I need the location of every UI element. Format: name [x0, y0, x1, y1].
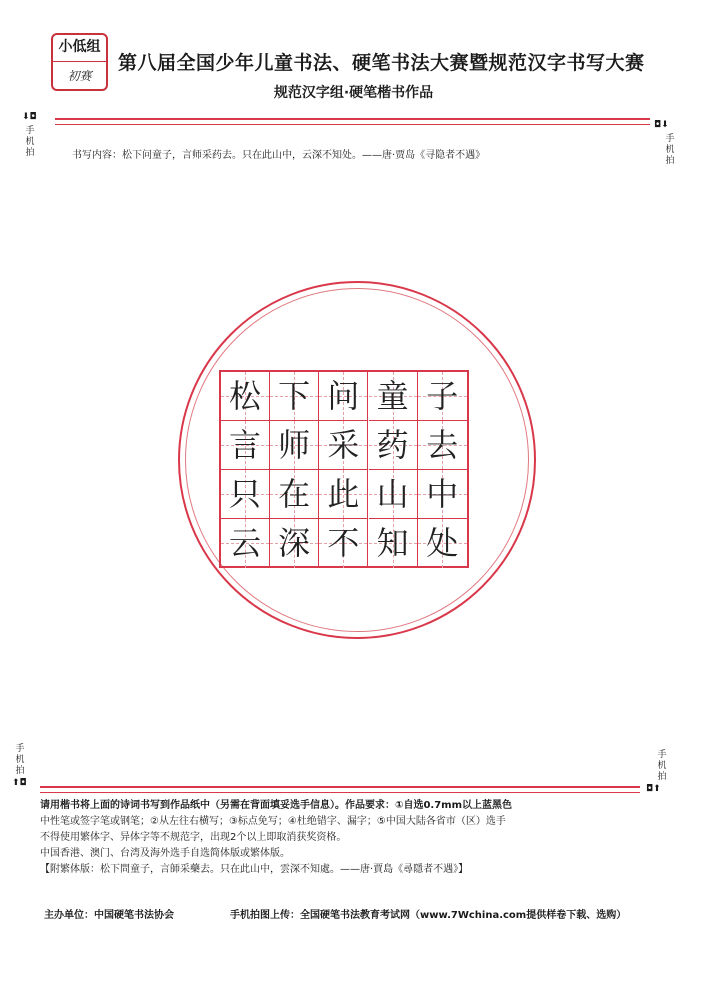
grid-character: 童 — [376, 377, 409, 415]
grid-cell — [221, 421, 270, 470]
grid-cell — [319, 470, 368, 519]
badge-divider — [53, 61, 106, 62]
grid-character: 言 — [228, 426, 261, 464]
grid-character: 药 — [376, 426, 409, 464]
grid-cell — [319, 519, 368, 568]
grid-character: 处 — [426, 524, 459, 562]
grid-cell — [221, 519, 270, 568]
grid-character: 问 — [327, 377, 360, 415]
grid-cell — [369, 470, 418, 519]
grid-cell — [221, 470, 270, 519]
instruction-line-2: 中性笔或签字笔或钢笔；②从左往右横写；③标点免写；④杜绝错字、漏字；⑤中国大陆各省市（区）选手 — [40, 816, 506, 827]
grid-character: 知 — [376, 524, 409, 562]
grid-cell — [418, 519, 467, 568]
grid-character: 深 — [278, 524, 311, 562]
grid-character: 中 — [426, 475, 459, 513]
top-border-line — [55, 118, 650, 120]
page-subtitle: 规范汉字组·硬笔楷书作品 — [273, 85, 434, 101]
upload-info: 手机拍图上传：全国硬笔书法教育考试网（www.7Wchina.com提供样卷下载、选购） — [230, 910, 627, 921]
grid-character: 去 — [426, 426, 459, 464]
instruction-line-3: 不得使用繁体字、异体字等不规范字，出现2个以上即取消获奖资格。 — [40, 832, 347, 843]
writing-grid — [219, 370, 469, 568]
organizer: 主办单位：中国硬笔书法协会 — [44, 910, 174, 921]
top-border-line-thin — [55, 124, 650, 125]
grid-cell — [369, 519, 418, 568]
instruction-line-4: 中国香港、澳门、台湾及海外选手自选简体版或繁体版。 — [40, 848, 290, 859]
instruction-line-1: 请用楷书将上面的诗词书写到作品纸中（另需在背面填妥选手信息）。作品要求：①自选0.7mm以上蓝黑色 — [40, 800, 513, 811]
side-label-bottom-right: 手机拍 — [657, 750, 667, 782]
grid-character: 松 — [228, 377, 261, 415]
grid-character: 采 — [327, 426, 360, 464]
grid-character: 子 — [426, 377, 459, 415]
group-label: 小低组 — [58, 39, 101, 55]
grid-cell — [270, 372, 319, 421]
grid-character: 只 — [228, 475, 261, 513]
grid-character: 不 — [327, 524, 360, 562]
grid-character: 山 — [376, 475, 409, 513]
side-label-top-left: 手机拍 — [25, 126, 35, 158]
grid-character: 下 — [278, 377, 311, 415]
bottom-border-line-thin — [40, 792, 640, 793]
grid-cell — [270, 470, 319, 519]
grid-cell — [369, 372, 418, 421]
grid-cell — [418, 372, 467, 421]
grid-cell — [418, 421, 467, 470]
writing-content: 书写内容：松下问童子，言师采药去。只在此山中，云深不知处。——唐·贾岛《寻隐者不遇》 — [72, 150, 486, 161]
grid-cell — [418, 470, 467, 519]
grid-cell — [369, 421, 418, 470]
stage-label: 初赛 — [67, 69, 92, 83]
grid-cell — [221, 372, 270, 421]
grid-cell — [319, 421, 368, 470]
page-title: 第八届全国少年儿童书法、硬笔书法大赛暨规范汉字书写大赛 — [118, 52, 645, 74]
grid-character: 师 — [278, 426, 311, 464]
camera-icon: ⬇◘ — [22, 112, 37, 122]
grid-character: 此 — [327, 475, 360, 513]
grid-character: 在 — [278, 475, 311, 513]
grid-character: 云 — [228, 524, 261, 562]
traditional-version: 【附繁体版：松下問童子，言師采藥去。只在此山中，雲深不知處。——唐·賈島《尋隱者不遇》】 — [40, 864, 469, 875]
grid-cell — [319, 372, 368, 421]
side-label-top-right: 手机拍 — [665, 134, 675, 166]
side-label-bottom-left: 手机拍 — [15, 744, 25, 776]
camera-icon: ◘⬇ — [654, 120, 669, 130]
grid-cell — [270, 421, 319, 470]
camera-icon: ⬆◘ — [12, 778, 27, 788]
camera-icon: ◘⬆ — [646, 784, 661, 794]
bottom-border-line — [40, 786, 640, 788]
grid-cell — [270, 519, 319, 568]
